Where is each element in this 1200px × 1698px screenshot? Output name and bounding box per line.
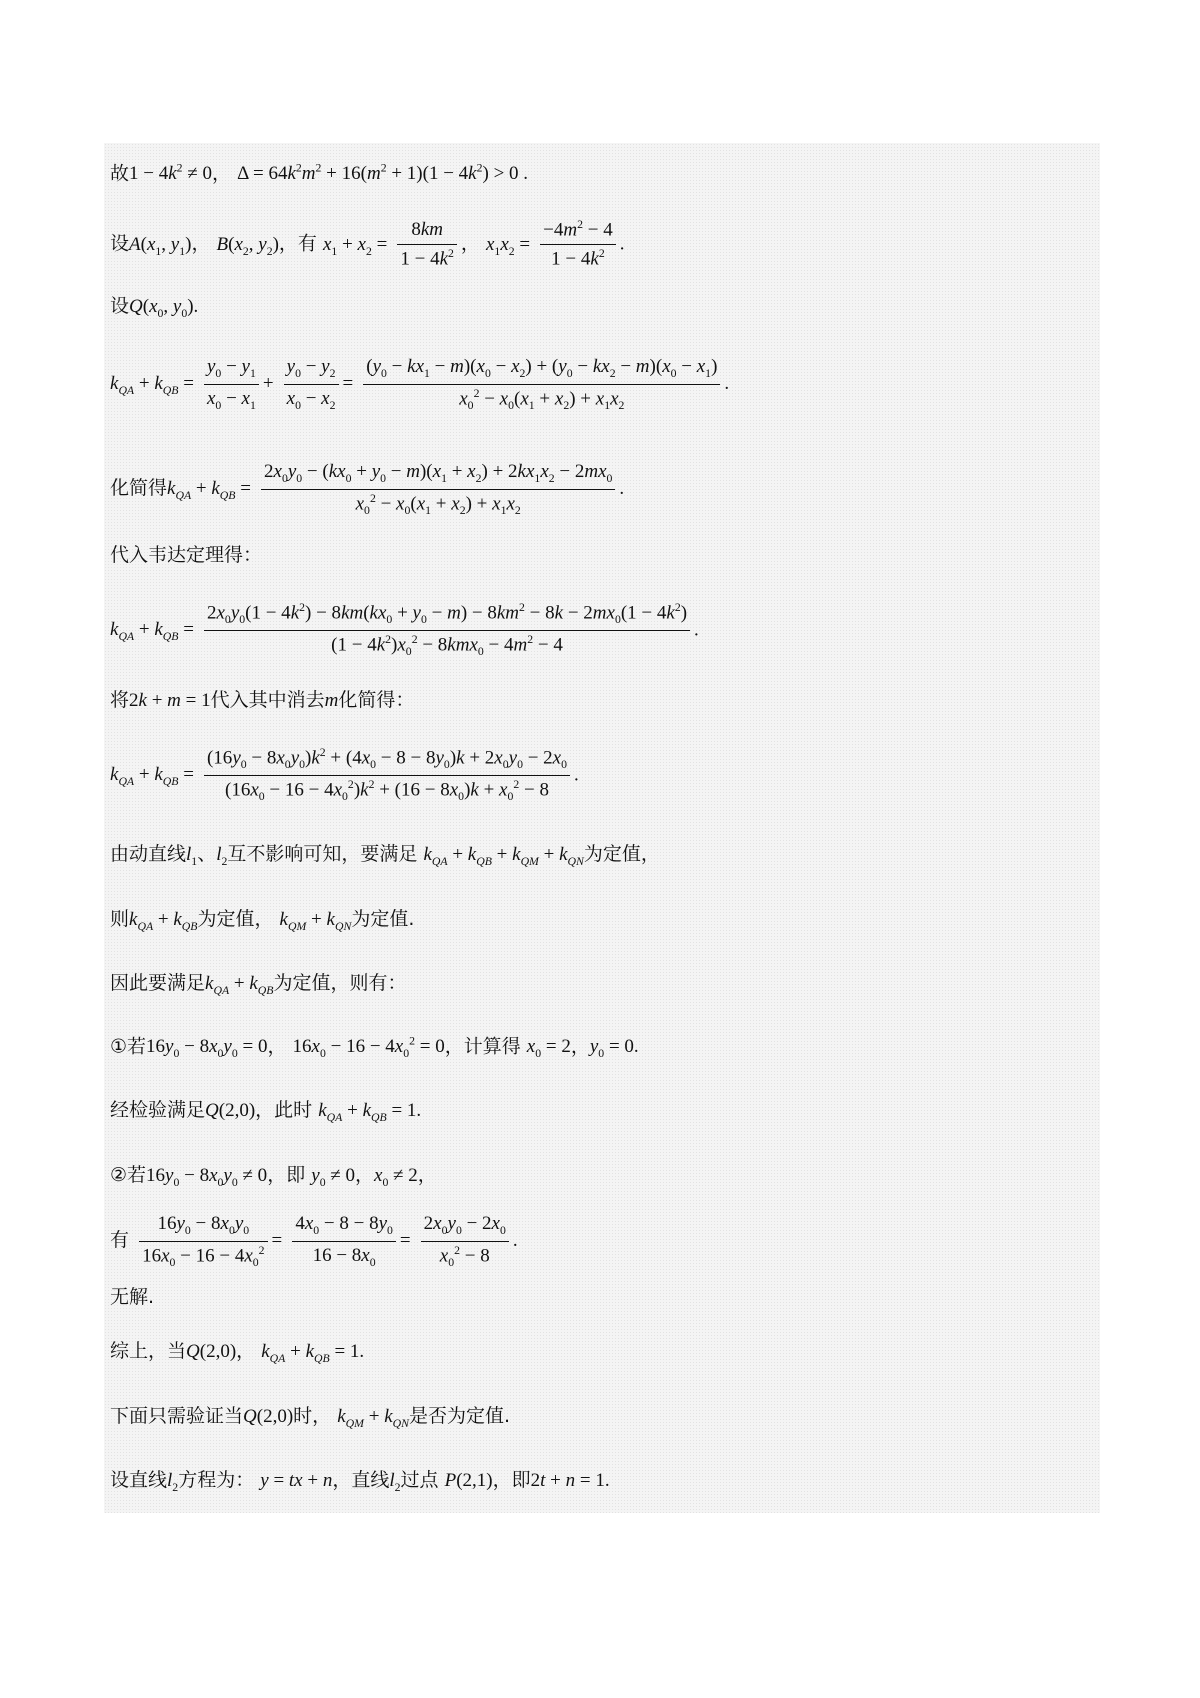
solution-line-13: ①若$16y_0 - 8x_0y_0 = 0$， $16x_0 - 16 - 4x_0^2 = 0$，计算得 $x_0 = 2$，$y_0 = 0$. — [110, 1035, 639, 1061]
solution-line-17: 无解. — [110, 1286, 155, 1308]
solution-line-18: 综上，当Q(2,0)， $k_{QA} + k_{QB} = 1$. — [110, 1340, 365, 1365]
solution-line-2: 设$A(x_1$, $y_1$)， $B(x_2$, $y_2$)，有 $x_1 + x_2$ = $\frac{8km}{1 - 4k^2}$ ， $x_1x_2$ = $\frac{-4m^2 - 4}{1 - 4k^2}$ . — [110, 218, 625, 270]
solution-line-1: 故$1 - 4k^2 \ne 0$， $\Delta = 64k^2m^2 + 16(m^2 + 1)(1 - 4k^2) > 0$ . — [110, 162, 529, 185]
solution-line-15: ②若$16y_0 - 8x_0y_0 \ne 0$，即 $y_0 \ne 0$，$x_0 \ne 2$， — [110, 1164, 437, 1189]
solution-line-4: $k_{QA} + k_{QB}$ = $\frac{y_0 - y_1}{x_0 - x_1}$ + $\frac{y_0 - y_2}{x_0 - x_2}$ = $\frac{(y_0 - kx_1 - m)(x_0 - x_2) + (y_0 - kx_2 - m)(x_0 - x_1)}{x_0^2 - x_0(x_1 + x_2) + x_1x_2}$ . — [110, 356, 730, 412]
solution-line-10: 由动直线$l_1$、$l_2$互不影响可知，要满足 $k_{QA} + k_{QB} + k_{QM} + k_{QN}$为定值， — [110, 843, 660, 868]
solution-line-11: 则$k_{QA} + k_{QB}$为定值， $k_{QM} + k_{QN}$为定值. — [110, 908, 415, 933]
solution-content-area — [104, 143, 1100, 1513]
solution-line-7: $k_{QA} + k_{QB}$ = $2x_0y_0(1 - 4k^2) - 8km(kx_0 + y_0 - m) - 8km^2 - 8k - 2mx_0(1 - 4k^2)$ $(1 - 4k^2)x_0^2 - 8kmx_0 - 4m^2 - 4$ . — [110, 601, 699, 658]
solution-line-14: 经检验满足Q(2,0)，此时 $k_{QA} + k_{QB} = 1$. — [110, 1099, 422, 1124]
solution-line-19: 下面只需验证当Q(2,0)时， $k_{QM} + k_{QN}$是否为定值. — [110, 1405, 511, 1430]
solution-line-12: 因此要满足$k_{QA} + k_{QB}$为定值，则有： — [110, 972, 407, 997]
solution-line-20: 设直线$l_2$方程为： y = tx + n，直线$l_2$过点 P(2,1)，即2t + n = 1. — [110, 1469, 610, 1494]
solution-line-6: 代入韦达定理得： — [110, 544, 263, 566]
solution-line-9: $k_{QA} + k_{QB}$ = $\frac{(16y_0 - 8x_0y_0)k^2 + (4x_0 - 8 - 8y_0)k + 2x_0y_0 - 2x_0}{(16x_0 - 16 - 4x_0^2)k^2 + (16 - 8x_0)k + x_0^2 - 8}$ . — [110, 746, 579, 803]
solution-line-8: 将2k + m = 1代入其中消去m化简得： — [110, 689, 415, 711]
solution-line-16: 有 $\frac{16y_0 - 8x_0y_0}{16x_0 - 16 - 4x_0^2}$ = $\frac{4x_0 - 8 - 8y_0}{16 - 8x_0}$ = $\frac{2x_0y_0 - 2x_0}{x_0^2 - 8}$ . — [110, 1213, 518, 1269]
solution-line-5: 化简得$k_{QA} + k_{QB}$ = $\frac{2x_0y_0 - (kx_0 + y_0 - m)(x_1 + x_2) + 2kx_1x_2 - 2mx_0}{x_0^2 - x_0(x_1 + x_2) + x_1x_2}$ . — [110, 461, 625, 517]
solution-line-3: 设$Q(x_0$, $y_0$). — [110, 295, 199, 320]
